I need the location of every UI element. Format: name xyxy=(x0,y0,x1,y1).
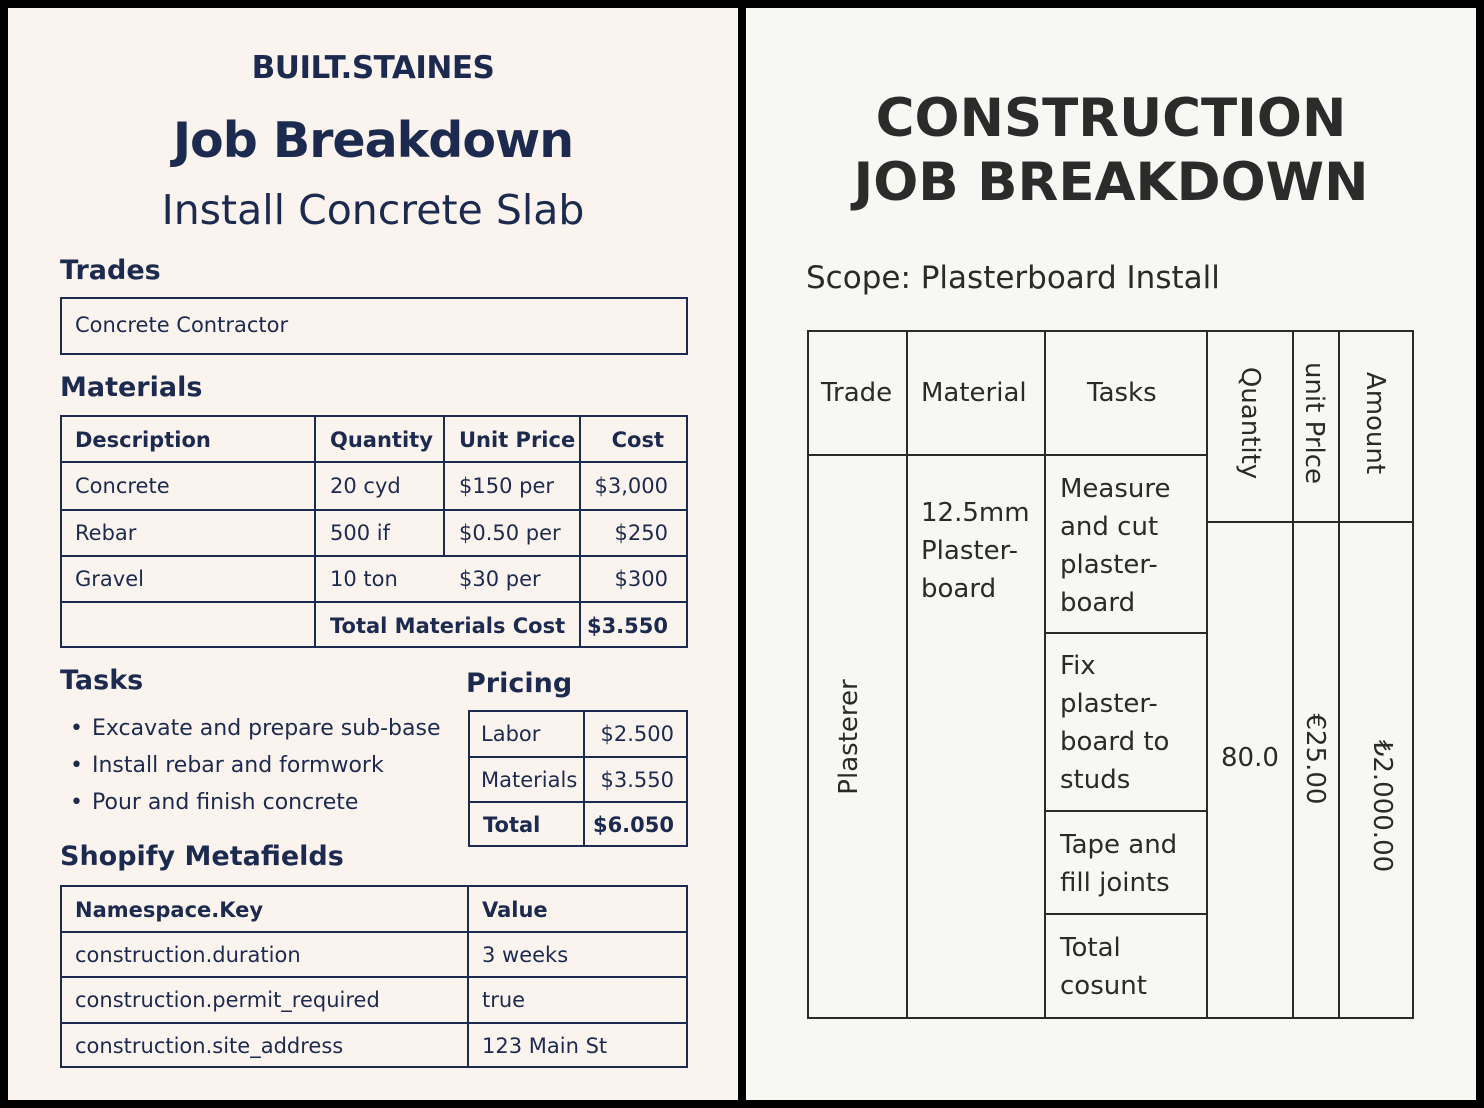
col-trade: Trade xyxy=(821,378,893,408)
pricing-heading: Pricing xyxy=(466,668,573,699)
pricing-total-label: Total xyxy=(483,813,541,837)
table-cell: construction.duration xyxy=(75,943,301,967)
trade-value: Plasterer xyxy=(834,679,864,795)
table-cell: 500 if xyxy=(330,521,390,545)
table-cell: 10 ton xyxy=(330,567,398,591)
col-tasks: Tasks xyxy=(1087,378,1157,408)
quantity-value: 80.0 xyxy=(1221,743,1279,773)
brand-logo: BUILT.STAINES xyxy=(251,50,495,86)
breakdown-table xyxy=(807,330,1414,1019)
metafields-heading: Shopify Metafields xyxy=(60,841,344,872)
col-value: Value xyxy=(482,898,548,922)
trades-box xyxy=(60,297,688,355)
materials-heading: Materials xyxy=(60,372,203,403)
col-material: Material xyxy=(921,378,1027,408)
table-cell: true xyxy=(482,988,526,1012)
total-materials-label: Total Materials Cost xyxy=(330,614,566,638)
tasks-list xyxy=(70,710,441,821)
col-cost: Cost xyxy=(611,428,664,452)
table-cell: $250 xyxy=(614,521,668,545)
pricing-table xyxy=(468,710,688,847)
pricing-value: $3.550 xyxy=(600,768,674,792)
list-item: • Excavate and prepare sub-base xyxy=(70,716,441,741)
table-cell: 3 weeks xyxy=(482,943,569,967)
table-cell: Gravel xyxy=(75,567,144,591)
table-cell: construction.permit_required xyxy=(75,988,380,1012)
list-item: • Pour and finish concrete xyxy=(70,790,359,815)
pricing-value: $2.500 xyxy=(600,722,674,746)
table-cell: Rebar xyxy=(75,521,137,545)
materials-table xyxy=(60,415,688,648)
right-title-line1: CONSTRUCTION xyxy=(875,88,1347,149)
table-cell: $300 xyxy=(614,567,668,591)
col-unit-price: unit Prlce xyxy=(1299,361,1329,485)
amount-value: ₺2.000.00 xyxy=(1367,739,1397,873)
table-cell: 123 Main St xyxy=(482,1034,608,1058)
table-cell: 20 cyd xyxy=(330,474,401,498)
metafields-table xyxy=(60,885,688,1068)
col-description: Description xyxy=(75,428,211,452)
col-amount: Amount xyxy=(1360,371,1390,475)
right-title-line2: JOB BREAKDOWN xyxy=(853,152,1369,213)
job-breakdown-sheet xyxy=(8,8,738,1100)
table-cell: $3,000 xyxy=(594,474,668,498)
col-namespace-key: Namespace.Key xyxy=(75,898,264,922)
col-unit-price: Unit Price xyxy=(459,428,576,452)
scope-label: Scope: Plasterboard Install xyxy=(806,260,1220,296)
pricing-label: Materials xyxy=(481,768,578,792)
table-cell: $0.50 per xyxy=(459,521,561,545)
construction-breakdown-sheet xyxy=(746,8,1476,1100)
trade-value: Concrete Contractor xyxy=(75,313,289,337)
tasks-heading: Tasks xyxy=(60,665,144,696)
pricing-total-value: $6.050 xyxy=(592,813,674,837)
task-item: Fix plaster- board to studs xyxy=(1060,651,1170,795)
col-quantity: Quantity xyxy=(330,428,433,452)
col-quantity: Quantity xyxy=(1235,366,1265,480)
task-item: Measure and cut plaster- board xyxy=(1060,474,1171,618)
table-cell: construction.site_address xyxy=(75,1034,344,1058)
unit-price-value: €25.00 xyxy=(1300,713,1330,805)
page-subtitle: Install Concrete Slab xyxy=(161,186,585,234)
table-cell: Concrete xyxy=(75,474,170,498)
material-value: 12.5mm Plaster- board xyxy=(921,498,1030,604)
table-cell: $30 per xyxy=(459,567,541,591)
total-materials-value: $3.550 xyxy=(586,614,668,638)
task-item: Total cosunt xyxy=(1060,933,1147,1001)
table-cell: $150 per xyxy=(459,474,555,498)
pricing-label: Labor xyxy=(481,722,541,746)
trades-heading: Trades xyxy=(60,255,161,286)
list-item: • Install rebar and formwork xyxy=(70,753,384,778)
task-item: Tape and fill joints xyxy=(1060,830,1178,898)
page-title: Job Breakdown xyxy=(172,112,574,169)
